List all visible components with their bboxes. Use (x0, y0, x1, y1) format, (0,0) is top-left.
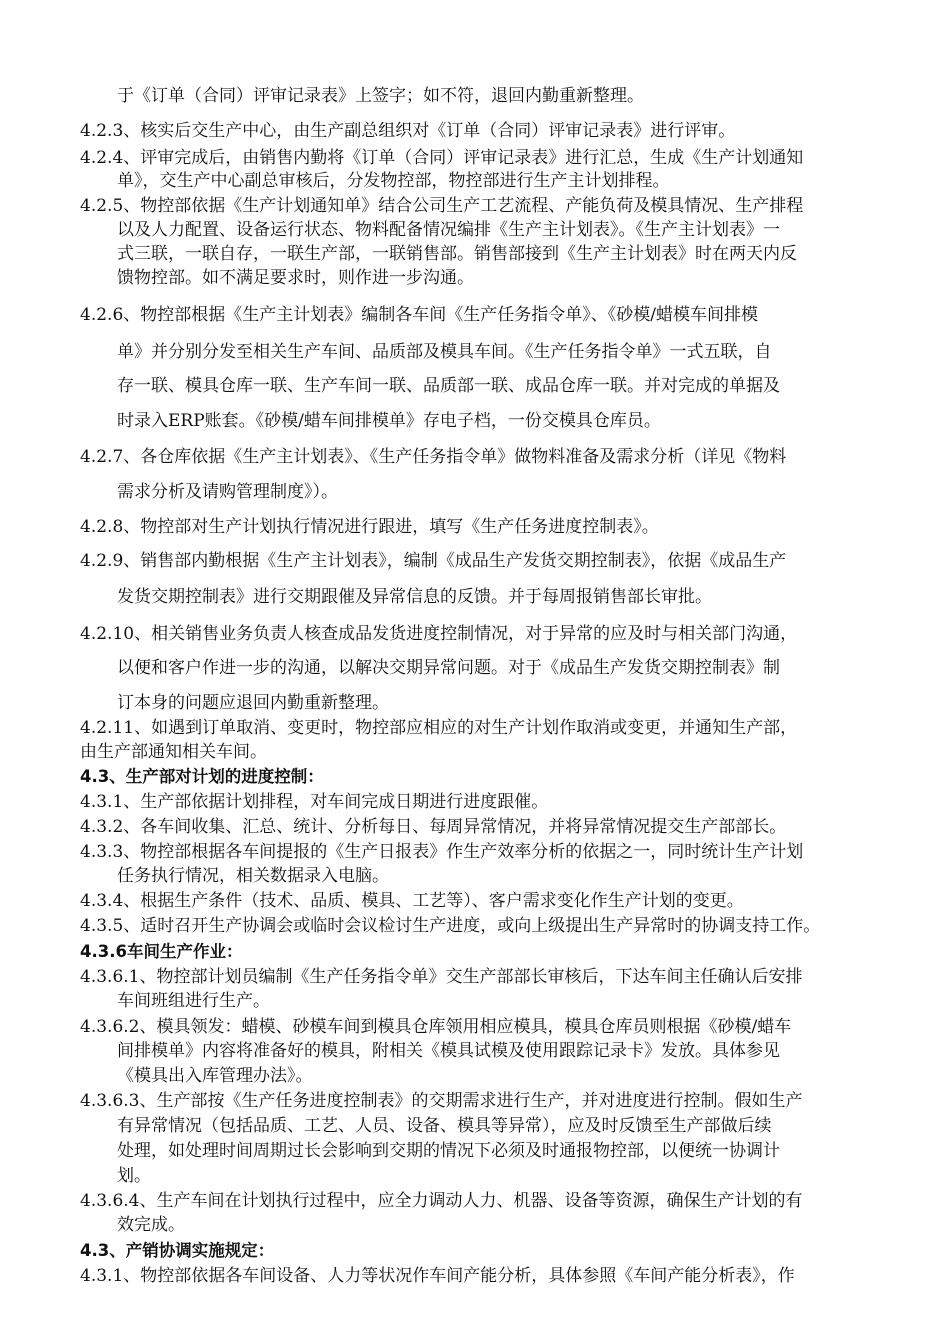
text-line: 4.2.5、物控部依据《生产计划通知单》结合公司生产工艺流程、产能负荷及模具情况、生产排程 (80, 196, 804, 216)
text-line: 4.3.3、物控部根据各车间提报的《生产日报表》作生产效率分析的依据之一，同时统计生产计划 (80, 842, 804, 862)
text-line: 4.3.6.3、生产部按《生产任务进度控制表》的交期需求进行生产，并对进度进行控制。假如生产 (80, 1091, 803, 1111)
text-line: 处理，如处理时间周期过长会影响到交期的情况下必须及时通报物控部，以便统一协调计 (117, 1141, 780, 1161)
text-line: 车间班组进行生产。 (117, 991, 270, 1011)
section-heading: 4.3.6车间生产作业： (80, 942, 243, 961)
text-line: 4.3.2、各车间收集、汇总、统计、分析每日、每周异常情况，并将异常情况提交生产部部长。 (80, 817, 787, 837)
text-line: 效完成。 (117, 1215, 185, 1235)
text-line: 间排模单》内容将准备好的模具，附相关《模具试模及使用跟踪记录卡》发放。具体参见 (117, 1041, 780, 1061)
text-line: 4.3.6.2、模具领发：蜡模、砂模车间到模具仓库领用相应模具，模具仓库员则根据《砂模/蜡车 (80, 1017, 792, 1037)
text-line: 4.3.1、物控部依据各车间设备、人力等状况作车间产能分析，具体参照《车间产能分析表》，作 (80, 1266, 795, 1286)
text-line: 4.2.10、相关销售业务负责人核查成品发货进度控制情况，对于异常的应及时与相关部门沟通， (80, 624, 798, 644)
text-line: 订本身的问题应退回内勤重新整理。 (117, 693, 389, 713)
text-line: 4.2.4、评审完成后，由销售内勤将《订单（合同）评审记录表》进行汇总，生成《生产计划通知 (80, 148, 804, 168)
text-line: 4.2.6、物控部根据《生产主计划表》编制各车间《生产任务指令单》、《砂模/蜡模车间排模 (80, 305, 758, 325)
text-line: 4.2.11、如遇到订单取消、变更时，物控部应相应的对生产计划作取消或变更，并通知生产部， (80, 718, 798, 738)
text-line: 单》并分别分发至相关生产车间、品质部及模具车间。《生产任务指令单》一式五联，自 (117, 342, 772, 362)
text-line: 由生产部通知相关车间。 (80, 742, 267, 762)
section-heading: 4.3、生产部对计划的进度控制： (80, 767, 324, 786)
text-line: 4.3.6.4、生产车间在计划执行过程中，应全力调动人力、机器、设备等资源，确保生产计划的有 (80, 1191, 803, 1211)
text-line: 4.3.5、适时召开生产协调会或临时会议检讨生产进度，或向上级提出生产异常时的协调支持工作。 (80, 916, 821, 936)
text-line: 单》，交生产中心副总审核后，分发物控部，物控部进行生产主计划排程。 (117, 171, 670, 191)
text-line: 时录入ERP账套。《砂模/蜡车间排模单》存电子档，一份交模具仓库员。 (117, 411, 661, 431)
text-line: 有异常情况（包括品质、工艺、人员、设备、模具等异常），应及时反馈至生产部做后续 (117, 1116, 772, 1136)
text-line: 划。 (117, 1166, 151, 1186)
text-line: 任务执行情况，相关数据录入电脑。 (117, 866, 389, 886)
text-line: 式三联，一联自存，一联生产部，一联销售部。销售部接到《生产主计划表》时在两天内反 (117, 244, 797, 264)
text-line: 存一联、模具仓库一联、生产车间一联、品质部一联、成品仓库一联。并对完成的单据及 (117, 376, 780, 396)
text-line: 于《订单（合同）评审记录表》上签字；如不符，退回内勤重新整理。 (117, 86, 644, 106)
text-line: 4.2.8、物控部对生产计划执行情况进行跟进，填写《生产任务进度控制表》。 (80, 517, 659, 537)
text-line: 4.3.6.1、物控部计划员编制《生产任务指令单》交生产部部长审核后，下达车间主任确认后安排 (80, 967, 803, 987)
text-line: 4.3.1、生产部依据计划排程，对车间完成日期进行进度跟催。 (80, 792, 549, 812)
text-line: 以便和客户作进一步的沟通，以解决交期异常问题。对于《成品生产发货交期控制表》制 (117, 658, 780, 678)
text-line: 4.3.4、根据生产条件（技术、品质、模具、工艺等）、客户需求变化作生产计划的变更。 (80, 891, 744, 911)
text-line: 馈物控部。如不满足要求时，则作进一步沟通。 (117, 268, 474, 288)
text-line: 4.2.7、各仓库依据《生产主计划表》、《生产任务指令单》做物料准备及需求分析（详见《物料 (80, 447, 787, 467)
text-line: 发货交期控制表》进行交期跟催及异常信息的反馈。并于每周报销售部长审批。 (117, 587, 712, 607)
text-line: 以及人力配置、设备运行状态、物料配备情况编排《生产主计划表》。《生产主计划表》一 (117, 220, 780, 240)
section-heading: 4.3、产销协调实施规定： (80, 1241, 275, 1260)
text-line: 4.2.3、核实后交生产中心，由生产副总组织对《订单（合同）评审记录表》进行评审。 (80, 121, 736, 141)
text-line: 《模具出入库管理办法》。 (117, 1066, 313, 1086)
text-line: 需求分析及请购管理制度》）。 (117, 482, 338, 502)
text-line: 4.2.9、销售部内勤根据《生产主计划表》，编制《成品生产发货交期控制表》，依据《成品生产 (80, 551, 787, 571)
